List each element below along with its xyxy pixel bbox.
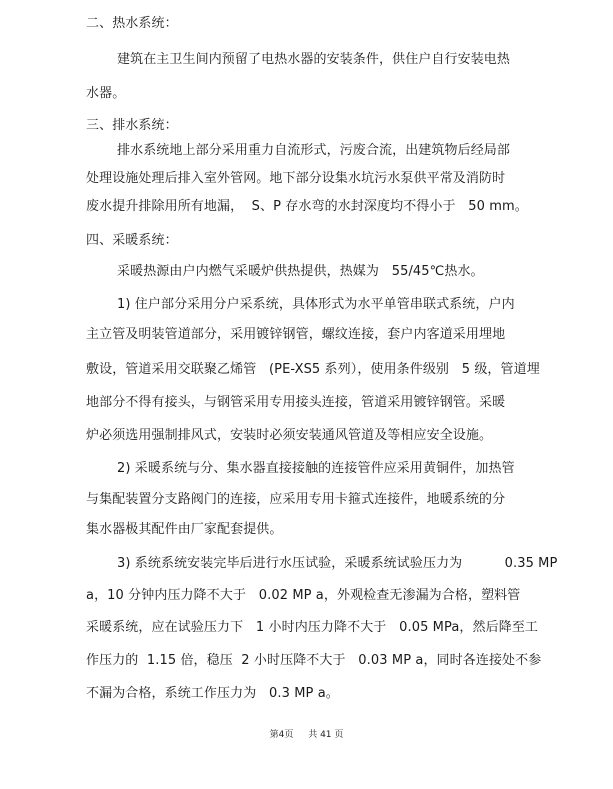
heading-drainage: 三、排水系统： <box>86 118 178 133</box>
paragraph-line: 建筑在主卫生间内预留了电热水器的安装条件，供住户自行安装电热 <box>117 52 511 67</box>
paragraph-line: 敷设，管道采用交联聚乙烯管 (PE-XS5 系列），使用条件级别 5 级，管道埋 <box>86 362 540 377</box>
paragraph-line: 3) 系统系统安装完毕后进行水压试验，采暖系统试验压力为 0.35 MP <box>117 556 558 571</box>
heading-heating: 四、采暖系统： <box>86 233 178 248</box>
paragraph-line: 废水提升排除用所有地漏， S、P 存水弯的水封深度均不得小于 50 mm。 <box>86 199 528 214</box>
paragraph-line: 采暖系统，应在试验压力下 1 小时内压力降不大于 0.05 MPa，然后降至工 <box>86 620 539 635</box>
paragraph-line: 2) 采暖系统与分、集水器直接接触的连接管件应采用黄铜件，加热管 <box>117 461 515 476</box>
paragraph-line: 主立管及明装管道部分，采用镀锌钢管，螺纹连接，套户内客道采用埋地 <box>86 327 506 342</box>
paragraph-line: 水器。 <box>86 86 126 101</box>
paragraph-line: 作压力的 1.15 倍，稳压 2 小时压降不大于 0.03 MP a，同时各连接处不参 <box>86 653 542 668</box>
paragraph-line: 处理设施处理后排入室外管网。地下部分设集水坑污水泵供平常及消防时 <box>86 171 506 186</box>
page-footer <box>0 729 613 741</box>
page-total: 共 41 页 <box>308 730 344 740</box>
paragraph-line: 与集配装置分支路阀门的连接，应采用专用卡箍式连接件，地暖系统的分 <box>86 492 506 507</box>
paragraph-line: 地部分不得有接头，与钢管采用专用接头连接，管道采用镀锌钢管。采暖 <box>86 395 506 410</box>
heading-hot-water: 二、热水系统： <box>86 16 178 31</box>
page-number: 第4页 <box>269 730 294 740</box>
paragraph-line: 采暖热源由户内燃气采暖炉供热提供，热媒为 55/45℃热水。 <box>117 264 484 279</box>
paragraph-line: 不漏为合格，系统工作压力为 0.3 MP a。 <box>86 686 339 701</box>
paragraph-line: a，10 分钟内压力降不大于 0.02 MP a，外观检查无渗漏为合格，塑料管 <box>86 588 521 603</box>
paragraph-line: 集水器极其配件由厂家配套提供。 <box>86 522 283 537</box>
paragraph-line: 炉必须选用强制排风式，安装时必须安装通风管道及等相应安全设施。 <box>86 428 493 443</box>
paragraph-line: 排水系统地上部分采用重力自流形式，污废合流，出建筑物后经局部 <box>117 143 511 158</box>
paragraph-line: 1) 住户部分采用分户采系统，具体形式为水平单管串联式系统，户内 <box>117 297 515 312</box>
